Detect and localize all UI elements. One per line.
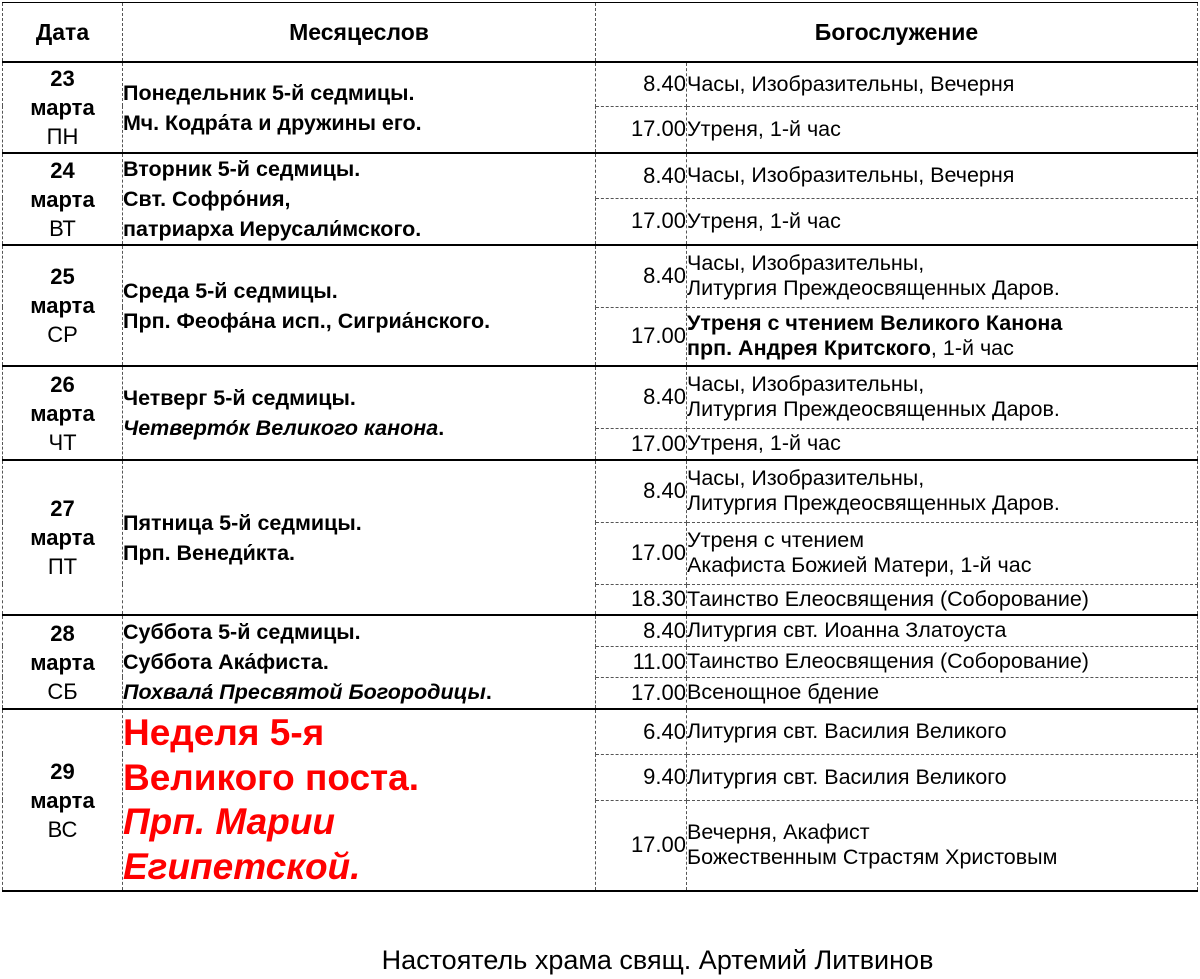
date-day: 25 <box>50 264 75 289</box>
date-month: марта <box>30 400 95 426</box>
schedule-row <box>3 615 1198 646</box>
service-time: 17.00 <box>596 106 687 153</box>
feast-text: Свт. Софро́ния, <box>123 187 291 211</box>
schedule-body <box>3 3 1198 892</box>
service-description <box>687 366 1198 428</box>
service-line: Литургия свт. Иоанна Златоуста <box>687 618 1007 643</box>
service-description <box>687 460 1198 522</box>
service-time: 8.40 <box>596 62 687 106</box>
date-day: 27 <box>50 496 75 521</box>
feast-cell <box>123 709 596 891</box>
schedule-row <box>3 245 1198 307</box>
date-weekday: ЧТ <box>48 429 77 455</box>
feast-line <box>123 214 595 244</box>
feast-line <box>123 276 595 306</box>
service-line: Часы, Изобразительны, Вечерня <box>687 71 1015 96</box>
service-line: Утреня с чтением Великого Канона <box>687 311 1063 336</box>
service-description <box>687 522 1198 584</box>
service-line: Утреня, 1-й час <box>687 116 841 141</box>
date-weekday: ПН <box>46 124 79 149</box>
feast-cell <box>123 366 596 460</box>
service-line: Литургия Преждеосвященных Даров. <box>687 397 1060 422</box>
service-description <box>687 106 1198 153</box>
header-feast: Месяцеслов <box>123 3 596 63</box>
feast-cell <box>123 245 596 366</box>
date-day: 29 <box>50 758 75 784</box>
service-description <box>687 62 1198 106</box>
schedule-row <box>3 62 1198 106</box>
date-day: 26 <box>50 371 75 397</box>
feast-text: Четверг 5-й седмицы. <box>123 386 356 410</box>
service-time: 8.40 <box>596 460 687 522</box>
feast-line <box>123 383 595 413</box>
service-line: Литургия свт. Василия Великого <box>687 764 1007 789</box>
date-weekday: ВТ <box>49 215 76 241</box>
schedule-row <box>3 460 1198 522</box>
service-time: 17.00 <box>596 800 687 891</box>
feast-cell <box>123 615 596 709</box>
date-cell <box>3 709 123 891</box>
feast-text: Понедельник 5-й седмицы. <box>123 80 415 105</box>
date-weekday: ПТ <box>47 554 78 579</box>
feast-tail: . <box>438 416 445 440</box>
schedule-row <box>3 153 1198 198</box>
header-row <box>3 3 1198 63</box>
service-time: 11.00 <box>596 646 687 677</box>
date-month: марта <box>30 293 95 318</box>
feast-text: Четверто́к Великого канона <box>123 416 439 440</box>
service-time: 18.30 <box>596 584 687 615</box>
date-cell <box>3 62 123 153</box>
service-time: 17.00 <box>596 198 687 245</box>
service-time: 17.00 <box>596 307 687 366</box>
feast-line <box>123 617 595 647</box>
header-date: Дата <box>3 3 123 63</box>
feast-line <box>123 508 595 538</box>
date-day: 28 <box>50 620 75 646</box>
date-cell <box>3 245 123 366</box>
service-description <box>687 198 1198 245</box>
feast-text: Великого поста. <box>123 756 419 798</box>
service-line: Литургия Преждеосвященных Даров. <box>687 276 1060 301</box>
feast-text: Египетской. <box>123 845 361 887</box>
feast-line <box>123 154 595 184</box>
service-line: Божественным Страстям Христовым <box>687 845 1058 870</box>
service-line: Акафиста Божией Матери, 1-й час <box>687 553 1032 577</box>
feast-text: Суббота Ака́фиста. <box>123 650 329 674</box>
feast-text: Прп. Марии <box>123 801 336 842</box>
service-line: Часы, Изобразительны, <box>687 251 925 276</box>
service-description <box>687 584 1198 615</box>
date-month: марта <box>30 525 95 550</box>
service-line: Часы, Изобразительны, <box>687 466 925 491</box>
service-line-bold: прп. Андрея Критского <box>687 336 931 361</box>
feast-text: Прп. Венеди́кта. <box>123 540 296 565</box>
service-line: Литургия свт. Василия Великого <box>687 719 1007 744</box>
service-time: 6.40 <box>596 709 687 754</box>
date-month: марта <box>30 649 95 675</box>
feast-line <box>123 184 595 214</box>
feast-line <box>123 306 595 336</box>
feast-text: Суббота 5-й седмицы. <box>123 620 361 644</box>
feast-tail: . <box>485 680 492 704</box>
service-time: 17.00 <box>596 428 687 460</box>
feast-cell <box>123 62 596 153</box>
service-time: 8.40 <box>596 366 687 428</box>
date-weekday: СР <box>47 322 78 347</box>
service-line: Утреня, 1-й час <box>687 208 841 233</box>
footer-signature: Настоятель храма свящ. Артемий Литвинов <box>381 945 934 975</box>
service-description <box>687 615 1198 646</box>
feast-text: Мч. Кодра́та и дружины его. <box>123 110 422 135</box>
schedule-table <box>2 2 1198 892</box>
service-line: Утреня с чтением <box>687 528 865 552</box>
service-time: 9.40 <box>596 754 687 800</box>
feast-line <box>123 845 595 890</box>
service-time: 17.00 <box>596 677 687 709</box>
date-day: 24 <box>50 157 75 183</box>
service-time: 8.40 <box>596 153 687 198</box>
date-weekday: ВС <box>47 816 78 842</box>
date-month: марта <box>30 787 95 813</box>
date-cell <box>3 615 123 709</box>
feast-line <box>123 413 595 443</box>
feast-line <box>123 538 595 568</box>
date-cell <box>3 153 123 245</box>
feast-line <box>123 711 595 756</box>
schedule-row <box>3 709 1198 754</box>
service-description <box>687 800 1198 891</box>
date-weekday: СБ <box>47 678 78 704</box>
feast-text: Среда 5-й седмицы. <box>123 278 338 303</box>
service-description <box>687 677 1198 709</box>
service-description <box>687 709 1198 754</box>
feast-text: Неделя 5-я <box>123 712 325 753</box>
service-description <box>687 153 1198 198</box>
feast-text: Похвала́ Пресвятой Богородицы <box>123 680 486 704</box>
date-day: 23 <box>50 66 75 91</box>
feast-line <box>123 756 595 801</box>
service-line <box>687 336 1197 361</box>
service-line: Литургия Преждеосвященных Даров. <box>687 491 1060 516</box>
feast-line <box>123 677 595 707</box>
service-time: 8.40 <box>596 615 687 646</box>
service-description <box>687 754 1198 800</box>
service-time: 17.00 <box>596 522 687 584</box>
feast-line <box>123 800 595 845</box>
schedule-row <box>3 366 1198 428</box>
date-cell <box>3 460 123 615</box>
service-line: Всенощное бдение <box>687 680 880 705</box>
service-line-plain: , 1-й час <box>930 336 1014 361</box>
service-line: Таинство Елеосвящения (Соборование) <box>687 649 1089 673</box>
date-cell <box>3 366 123 460</box>
feast-text: Прп. Феофа́на исп., Сигриа́нского. <box>123 308 491 333</box>
service-line: Часы, Изобразительны, <box>687 372 925 397</box>
date-month: марта <box>30 95 95 120</box>
service-description <box>687 428 1198 460</box>
service-line: Часы, Изобразительны, Вечерня <box>687 163 1015 188</box>
feast-line <box>123 78 595 108</box>
date-month: марта <box>30 186 95 212</box>
feast-text: Пятница 5-й седмицы. <box>123 510 362 535</box>
service-line: Таинство Елеосвящения (Соборование) <box>687 586 1089 611</box>
feast-cell <box>123 460 596 615</box>
service-description <box>687 646 1198 677</box>
header-service: Богослужение <box>596 3 1198 63</box>
service-line: Утреня, 1-й час <box>687 431 841 456</box>
feast-text: Вторник 5-й седмицы. <box>123 157 361 181</box>
feast-line <box>123 647 595 677</box>
feast-cell <box>123 153 596 245</box>
feast-line <box>123 108 595 138</box>
service-time: 8.40 <box>596 245 687 307</box>
feast-text: патриарха Иерусали́мского. <box>123 217 422 241</box>
service-description <box>687 307 1198 366</box>
service-line: Вечерня, Акафист <box>687 820 870 845</box>
service-description <box>687 245 1198 307</box>
